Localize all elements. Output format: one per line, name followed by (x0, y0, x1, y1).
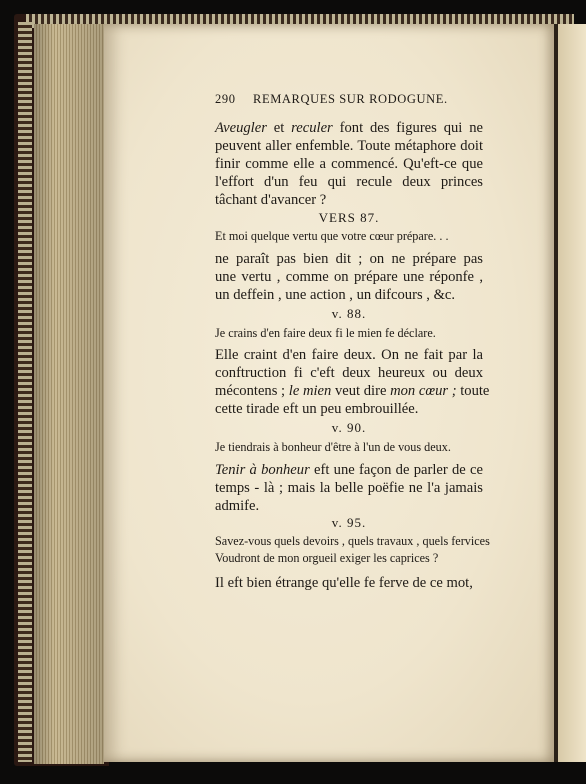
section-heading: v. 90. (331, 420, 367, 435)
paragraph-line: peuvent aller enfemble. Toute métaphore doit (215, 138, 483, 154)
paragraph-line: Tenir à bonheur eft une façon de parler de ce (215, 462, 483, 478)
paragraph-line: conftruction fi c'eft deux heureux ou deux (215, 365, 483, 381)
section-heading: VERS 87. (318, 210, 380, 225)
paragraph-line: temps - là ; mais la belle poëfie ne l'a jamais (215, 480, 483, 496)
paragraph-line: Aveugler et reculer font des figures qui ne (215, 120, 483, 136)
paragraph-line: l'effort d'un feu qui recule deux princes (215, 174, 483, 190)
verse-quote: Voudront de mon orgueil exiger les caprices ? (215, 551, 439, 565)
paragraph-line: une vertu , comme on prépare une réponfe , (215, 269, 483, 285)
paragraph-line: cette tirade eft un peu embrouillée. (215, 401, 419, 417)
page-edges (34, 24, 104, 764)
section-heading: v. 88. (331, 306, 367, 321)
section-heading: v. 95. (331, 515, 367, 530)
page-number: 290 (215, 92, 236, 106)
paragraph-line: Elle craint d'en faire deux. On ne fait par la (215, 347, 483, 363)
running-header (215, 92, 483, 107)
paragraph-line: admife. (215, 498, 260, 514)
verse-quote: Je crains d'en faire deux fi le mien fe déclare. (215, 326, 436, 340)
paragraph-line: un deffein , une action , un difcours , &c. (215, 287, 456, 303)
verse-quote: Savez-vous quels devoirs , quels travaux , quels fervices (215, 534, 490, 548)
paragraph-line: ne paraît pas bien dit ; on ne prépare pas (215, 251, 483, 267)
verse-quote: Je tiendrais à bonheur d'être à l'un de vous deux. (215, 440, 451, 454)
running-title: REMARQUES SUR RODOGUNE. (253, 92, 448, 106)
facing-page-edge (558, 24, 586, 762)
paragraph-line: Il eft bien étrange qu'elle fe ferve de ce mot, (215, 575, 473, 591)
paragraph-line: tâchant d'avancer ? (215, 192, 327, 208)
verse-quote: Et moi quelque vertu que votre cœur prépare. . . (215, 229, 449, 243)
paragraph-line: finir comme elle a commencé. Qu'eft-ce que (215, 156, 483, 172)
spine-decoration (18, 22, 32, 762)
paragraph-line: mécontens ; le mien veut dire mon cœur ; toute (215, 383, 490, 399)
